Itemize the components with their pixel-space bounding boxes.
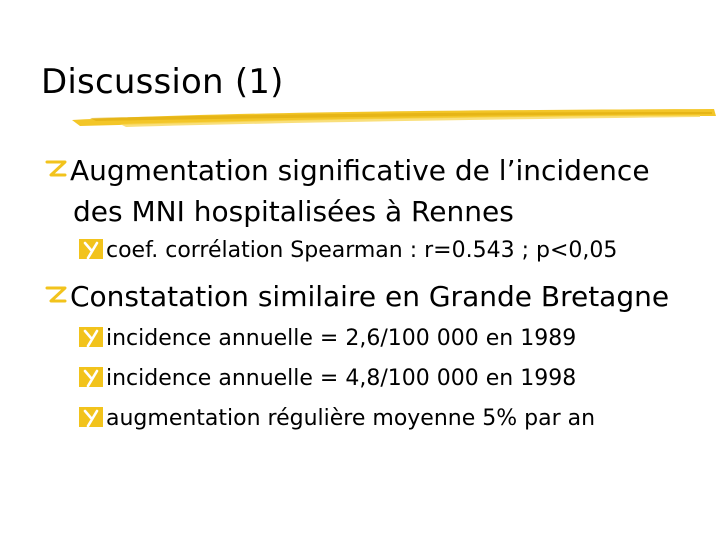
z-bullet-icon bbox=[44, 285, 68, 305]
sub-bullet-2-3-text: augmentation régulière moyenne 5% par an bbox=[106, 406, 596, 431]
sub-bullet-2-3 bbox=[78, 404, 595, 433]
bullet-point-2-line1: Constatation similaire en Grande Bretagne bbox=[70, 280, 670, 313]
bullet-point-1-continuation bbox=[44, 191, 514, 233]
sub-bullet-2-2-text: incidence annuelle = 4,8/100 000 en 1998 bbox=[106, 366, 577, 391]
sub-bullet-2-2 bbox=[78, 364, 576, 393]
sub-bullet-2-1-text: incidence annuelle = 2,6/100 000 en 1989 bbox=[106, 326, 577, 351]
bullet-point-2 bbox=[44, 276, 669, 318]
bullet-point-1-line1: Augmentation significative de l’incidence bbox=[70, 154, 650, 187]
y-bullet-icon bbox=[78, 238, 104, 260]
y-bullet-icon bbox=[78, 326, 104, 348]
sub-bullet-1-1-text: coef. corrélation Spearman : r=0.543 ; p<0,05 bbox=[106, 238, 618, 263]
y-bullet-icon bbox=[78, 406, 104, 428]
bullet-point-1-line2: des MNI hospitalisées à Rennes bbox=[73, 195, 514, 228]
slide-title: Discussion (1) bbox=[41, 62, 284, 102]
bullet-point-1 bbox=[44, 150, 650, 192]
sub-bullet-1-1 bbox=[78, 236, 617, 265]
y-bullet-icon bbox=[78, 366, 104, 388]
z-bullet-icon bbox=[44, 159, 68, 179]
sub-bullet-2-1 bbox=[78, 324, 576, 353]
title-underline-brush bbox=[0, 104, 720, 132]
